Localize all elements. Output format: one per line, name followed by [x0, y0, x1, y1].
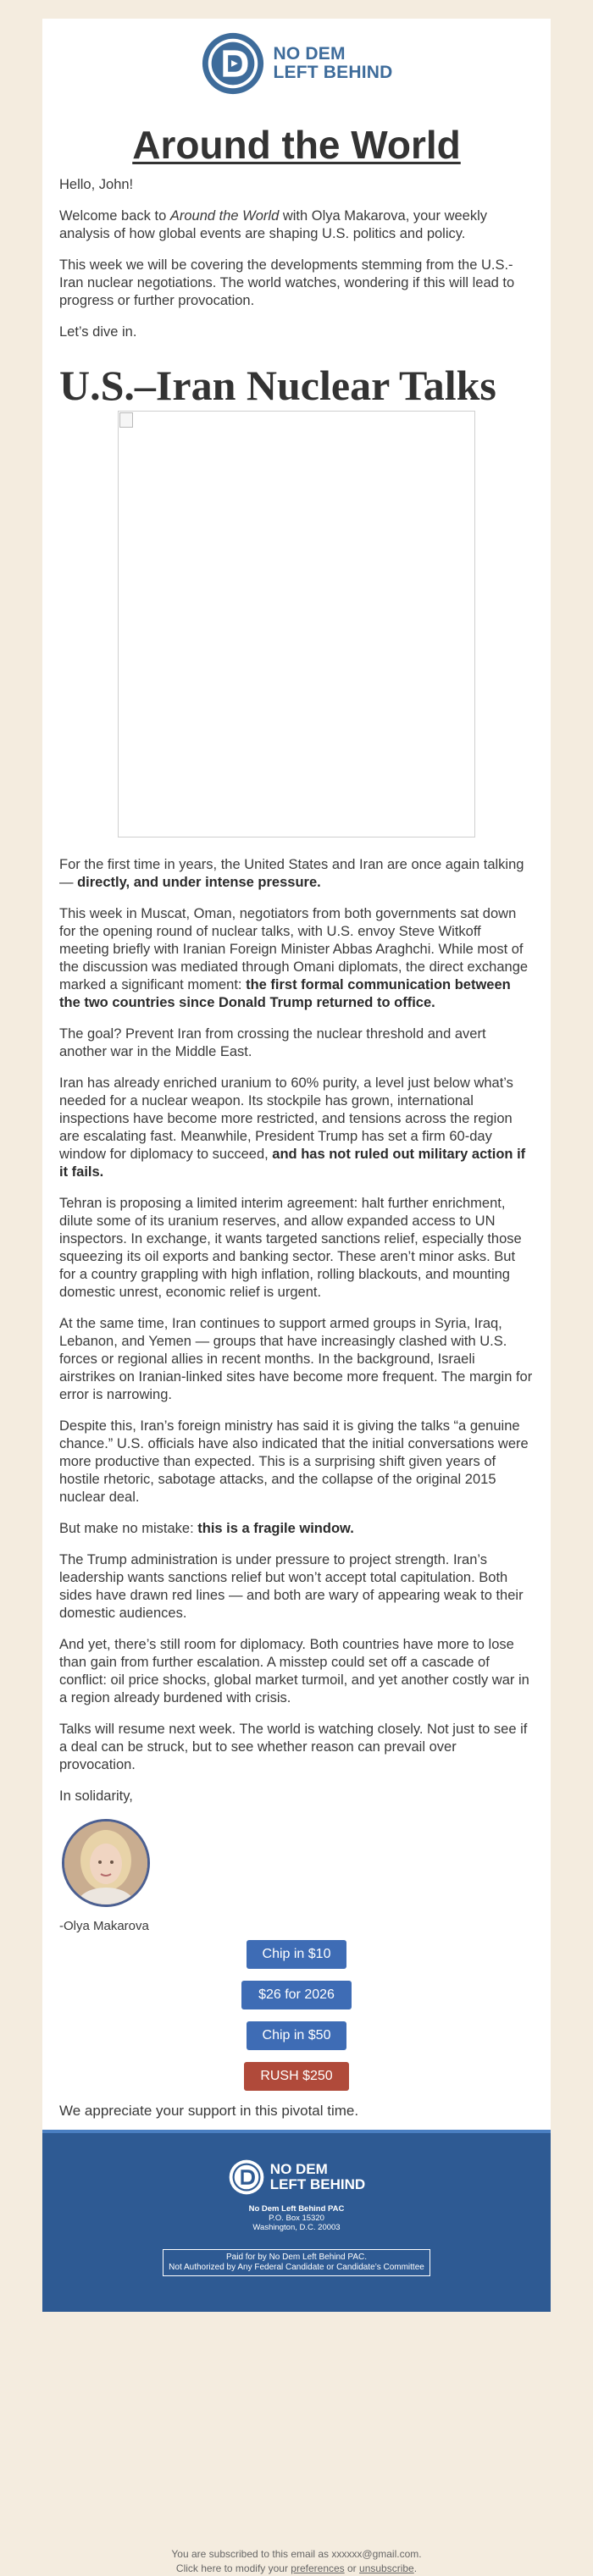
author-portrait-icon: [64, 1821, 147, 1904]
brand-logo-icon: [200, 30, 266, 97]
footer-brand-line-1: NO DEM: [269, 2161, 328, 2177]
article-image-placeholder: [118, 411, 475, 837]
paid-for-disclaimer: [163, 2249, 430, 2276]
article-paragraph-7: Despite this, Iran’s foreign ministry has said it is giving the talks “a genuine chance.” U.S. officials have also indicated that the initial conversations were more productive than expected. This is a surprising shift given years of hostile rhetoric, sabotage attacks, and the collapse of the original 2015 nuclear deal.: [59, 1418, 529, 1505]
coverage-paragraph: This week we will be covering the developments stemming from the U.S.-Iran nuclear negotiations. The world watches, wondering if this will lead to progress or further provocation.: [59, 257, 515, 308]
article-paragraph-5: Tehran is proposing a limited interim agreement: halt further enrichment, dilute some of its uranium reserves, and allow expanded access to UN inspectors. In exchange, it wants targeted sanctions relief, especially those squeezing its oil exports and banking sector. These aren’t minor asks. But for a country grappling with high inflation, rolling blackouts, and mounting domestic unrest, economic relief is urgent.: [59, 1196, 522, 1300]
footer-logo[interactable]: [42, 2159, 551, 2196]
greeting: Hello, John!: [59, 177, 134, 192]
text: .: [413, 2562, 418, 2574]
text: But make no mistake:: [59, 1521, 198, 1536]
broken-image-icon: [119, 412, 133, 428]
emphasis: the first formal communication between the two countries since Donald Trump returned to office.: [59, 977, 511, 1010]
brand-line-1: NO DEM: [273, 44, 346, 64]
26-for-2026-button[interactable]: $26 for 2026: [241, 1981, 352, 2009]
article-paragraph-1: [59, 856, 534, 892]
footer-brand-name: [270, 2162, 365, 2192]
section-heading: U.S.–Iran Nuclear Talks: [59, 362, 496, 409]
welcome-text-end: with Olya Makarova, your weekly analysis of how global events are shaping U.S. politics and policy.: [59, 208, 488, 241]
subscription-notice: [0, 2547, 593, 2576]
unsubscribe-link[interactable]: unsubscribe: [359, 2562, 414, 2574]
dive-in-text: Let’s dive in.: [59, 324, 137, 340]
brand-line-2: LEFT BEHIND: [273, 63, 393, 82]
article-paragraph-8: [59, 1520, 534, 1538]
author-avatar: [62, 1819, 150, 1907]
welcome-text: Welcome back to: [59, 208, 170, 224]
appreciation-text: We appreciate your support in this pivotal time.: [59, 2103, 359, 2119]
not-authorized-text: Not Authorized by Any Federal Candidate or Candidate’s Committee: [169, 2263, 424, 2272]
text: For the first time in years, the United States and Iran are once again talking —: [59, 857, 524, 890]
emphasis: and has not ruled out military action if it fails.: [59, 1147, 526, 1180]
donation-buttons: [59, 1940, 534, 2091]
brand-name: [273, 45, 392, 82]
text: or: [344, 2562, 360, 2574]
chip-in-10-button[interactable]: Chip in $10: [247, 1940, 346, 1969]
email-body: [42, 176, 551, 2120]
footer-pobox: P.O. Box 15320: [269, 2214, 324, 2223]
footer-address: [42, 2204, 551, 2232]
article-paragraph-9: The Trump administration is under pressure to project strength. Iran’s leadership wants sanctions relief but won’t accept total capitulation. Both sides have drawn red lines — and both are wary of appearing weak to their domestic audiences.: [59, 1552, 524, 1621]
author-signature: -Olya Makarova: [59, 1919, 149, 1933]
email-footer: [42, 2130, 551, 2312]
footer-logo-icon: [228, 2159, 265, 2196]
article-paragraph-4: [59, 1075, 534, 1181]
emphasis: this is a fragile window.: [197, 1521, 354, 1536]
footer-pac-name: No Dem Left Behind PAC: [248, 2204, 345, 2214]
brand-logo[interactable]: [42, 19, 551, 97]
rush-250-button[interactable]: RUSH $250: [244, 2062, 349, 2091]
footer-city: Washington, D.C. 20003: [252, 2223, 341, 2232]
paid-by-text: Paid for by No Dem Left Behind PAC.: [225, 2253, 367, 2262]
newsletter-name: Around the World: [169, 208, 280, 224]
newsletter-title: Around the World: [132, 123, 461, 167]
article-paragraph-11: Talks will resume next week. The world is watching closely. Not just to see if a deal can be struck, but to see whether reason can prevail over provocation.: [59, 1722, 528, 1772]
article-paragraph-2: [59, 905, 534, 1012]
article-paragraph-10: And yet, there’s still room for diplomacy. Both countries have more to lose than gain from further escalation. A misstep could set off a cascade of conflict: oil price shocks, global market turmoil, and yet another costly war in a region already burdened with crisis.: [59, 1637, 529, 1705]
article-paragraph-3: The goal? Prevent Iran from crossing the nuclear threshold and avert another war in the Middle East.: [59, 1026, 486, 1059]
emphasis: directly, and under intense pressure.: [77, 875, 321, 890]
article-paragraph-6: At the same time, Iran continues to support armed groups in Syria, Iraq, Lebanon, and Yemen — groups that have increasingly clashed with U.S. forces or regional allies in recent months. In the background, Israeli airstrikes on Iranian-linked sites have become more frequent. The margin for error is narrowing.: [59, 1316, 533, 1402]
manage-subscription-text: [0, 2562, 593, 2576]
welcome-paragraph: [59, 207, 534, 243]
text: This week in Muscat, Oman, negotiators from both governments sat down for the opening round of nuclear talks, with U.S. envoy Steve Witkoff meeting briefly with Iranian Foreign Minister Abbas Araghchi. While most of the discussion was mediated through Omani diplomats, the direct exchange marked a significant moment:: [59, 906, 529, 992]
footer-brand-line-2: LEFT BEHIND: [269, 2176, 366, 2192]
email-card: [42, 19, 551, 2312]
chip-in-50-button[interactable]: Chip in $50: [247, 2021, 346, 2050]
subscribed-email-text: You are subscribed to this email as xxxxxx@gmail.com.: [171, 2548, 422, 2560]
preferences-link[interactable]: preferences: [291, 2562, 345, 2574]
closing-text: In solidarity,: [59, 1788, 133, 1804]
text: Click here to modify your: [175, 2562, 291, 2574]
text: Iran has already enriched uranium to 60% purity, a level just below what’s needed for a nuclear weapon. Its stockpile has grown, international inspections have become more restricted, and tensions across the region are escalating fast. Meanwhile, President Trump has set a firm 60-day window for diplomacy to succeed,: [59, 1075, 513, 1162]
